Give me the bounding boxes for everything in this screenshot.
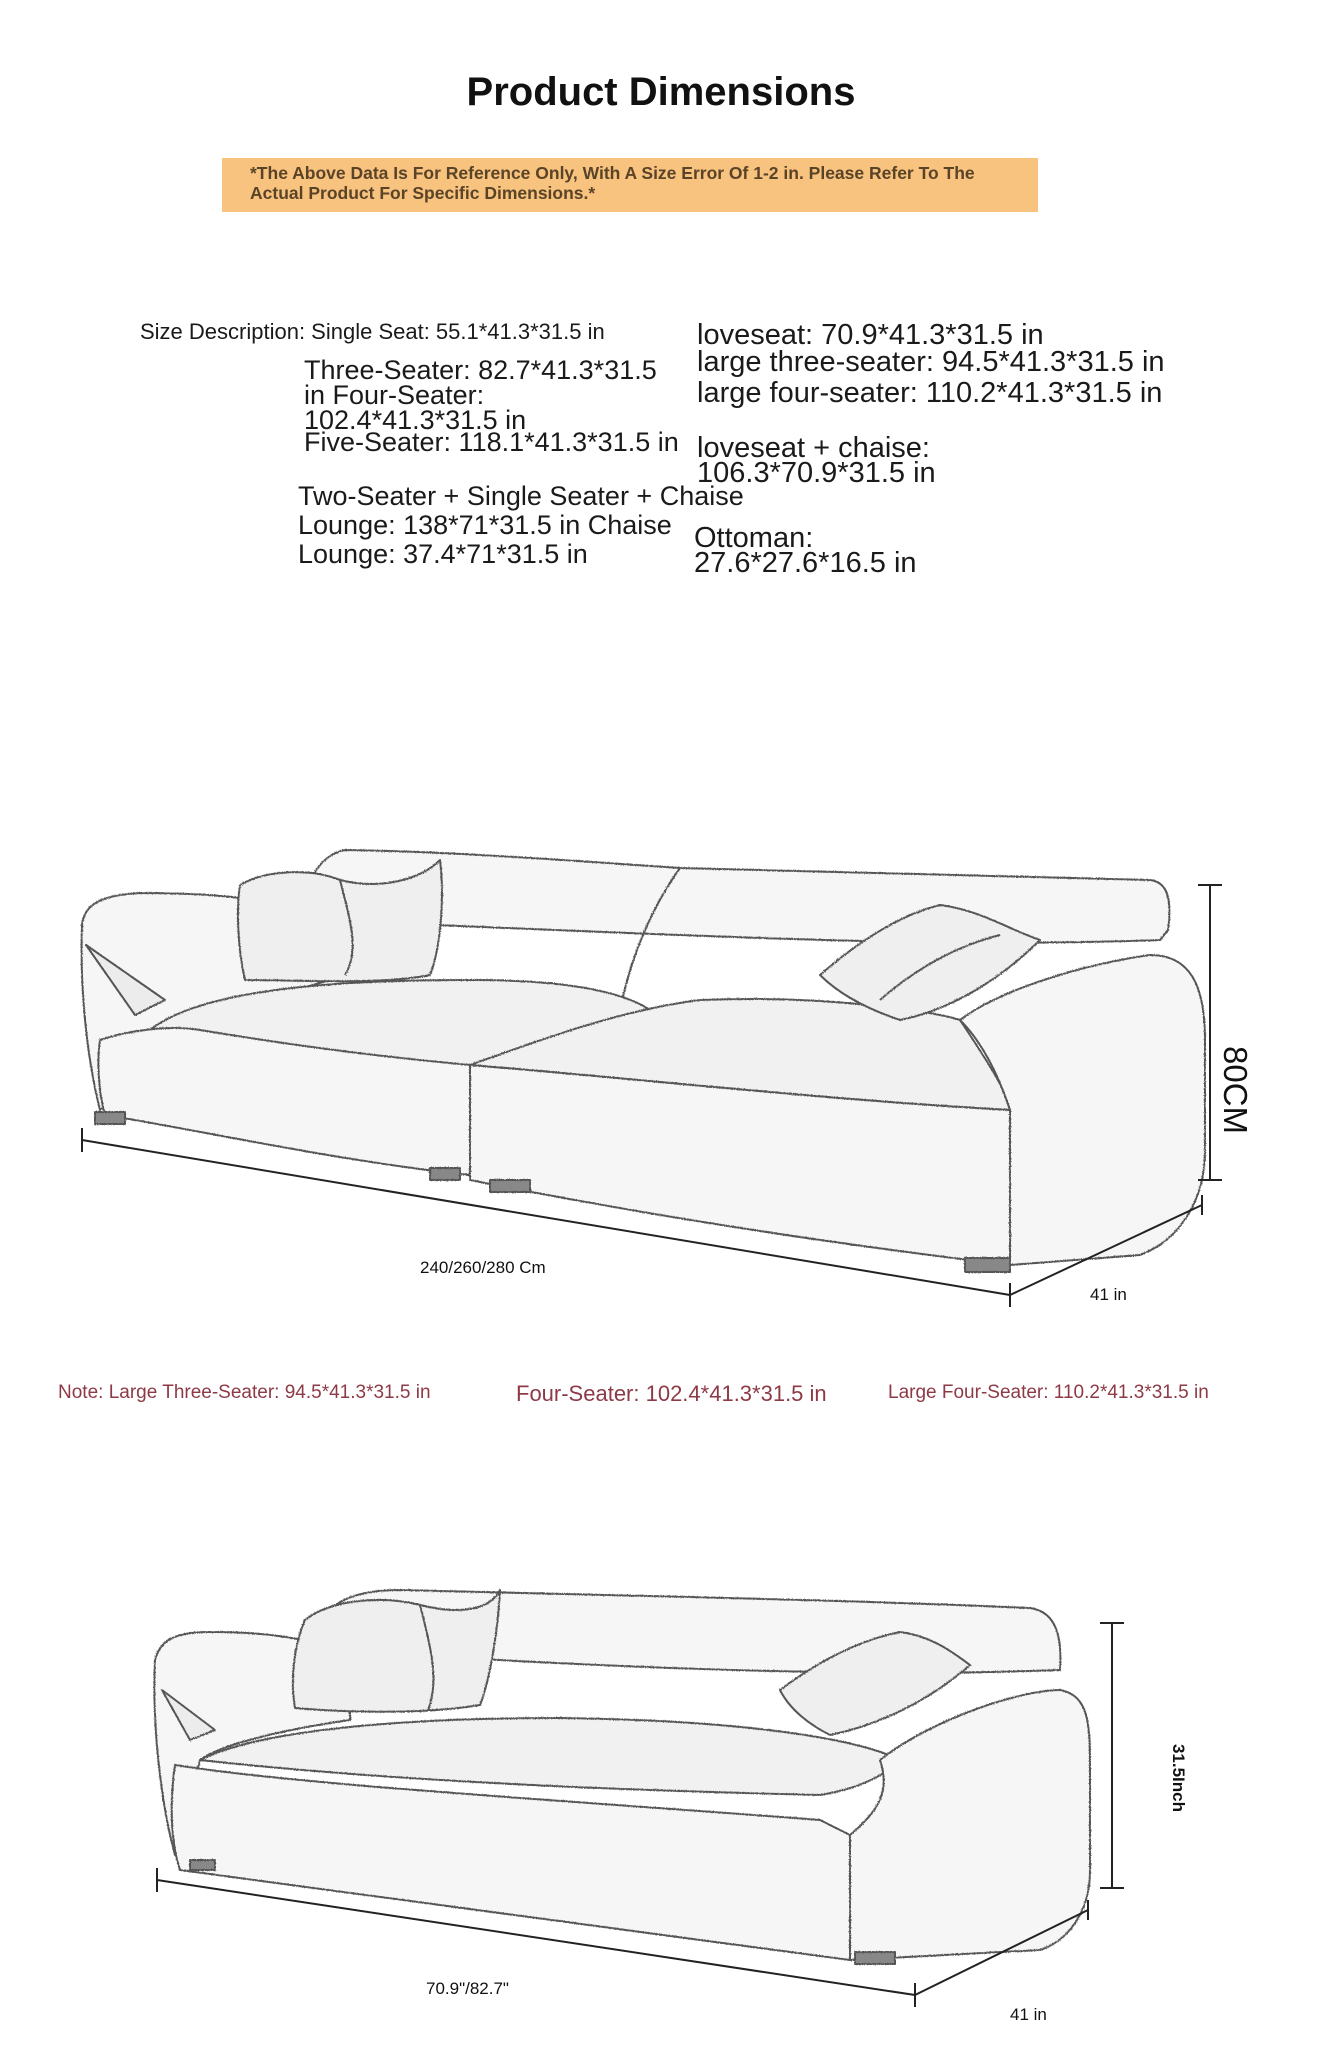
note-large-three-seater: Note: Large Three-Seater: 94.5*41.3*31.5 in	[58, 1382, 431, 1403]
size-loveseat: loveseat: 70.9*41.3*31.5 in	[697, 319, 1044, 351]
note-large-four-seater: Large Four-Seater: 110.2*41.3*31.5 in	[888, 1382, 1209, 1403]
size-loveseat-chaise: loveseat + chaise: 106.3*70.9*31.5 in	[697, 432, 936, 489]
size-description: Size Description: Single Seat: 55.1*41.3*31.5 in	[140, 319, 605, 344]
width-label-small: 70.9"/82.7"	[426, 1979, 509, 1998]
sofa-drawing-small	[154, 1590, 1090, 1964]
size-large-three-four: large three-seater: 94.5*41.3*31.5 in large four-seater: 110.2*41.3*31.5 in	[697, 346, 1165, 409]
page-title: Product Dimensions	[466, 70, 856, 114]
height-label-small: 31.5Inch	[1169, 1743, 1188, 1813]
depth-label-large: 41 in	[1090, 1285, 1127, 1304]
size-five-seater: Five-Seater: 118.1*41.3*31.5 in	[304, 427, 679, 457]
sofa-drawing-large	[82, 850, 1205, 1272]
note-four-seater: Four-Seater: 102.4*41.3*31.5 in	[516, 1381, 827, 1406]
depth-label-small: 41 in	[1010, 2005, 1047, 2024]
width-label-large: 240/260/280 Cm	[420, 1258, 546, 1277]
size-three-four-seater: Three-Seater: 82.7*41.3*31.5 in Four-Seater: 102.4*41.3*31.5 in	[304, 355, 657, 435]
notice-text: *The Above Data Is For Reference Only, With A Size Error Of 1-2 in. Please Refer To The Actual Product For Specific Dimensions.*	[250, 163, 975, 203]
size-two-seater-chaise: Two-Seater + Single Seater + Chaise Lounge: 138*71*31.5 in Chaise Lounge: 37.4*71*31.5 in	[298, 481, 744, 569]
height-label-large: 80CM	[1217, 1046, 1254, 1135]
size-ottoman: Ottoman: 27.6*27.6*16.5 in	[694, 522, 917, 579]
